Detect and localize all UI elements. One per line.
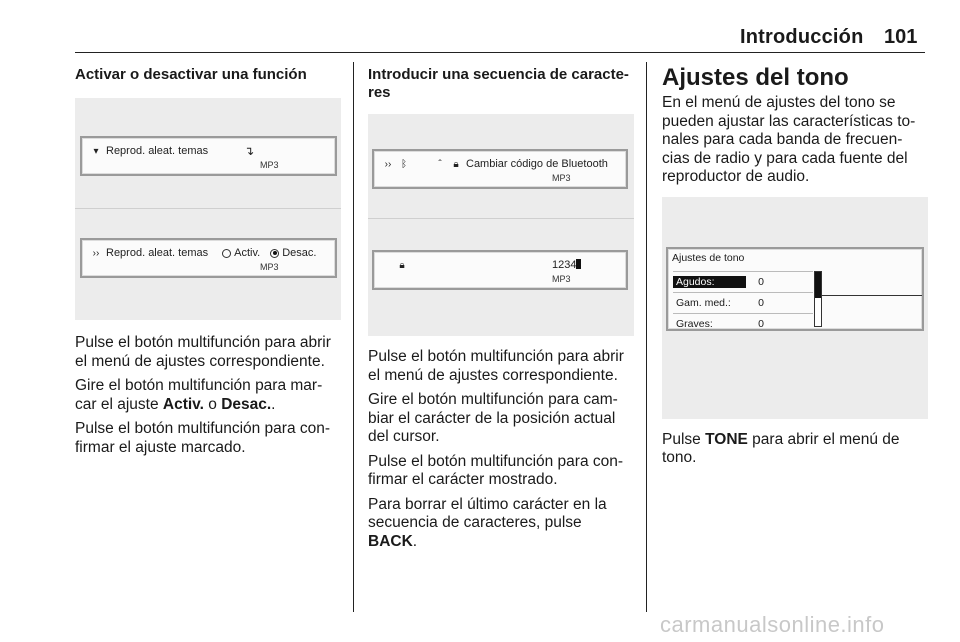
display-illustration [368, 114, 634, 336]
column-divider [646, 62, 647, 612]
paragraph: Pulse el botón multifunción para con-firmar el ajuste marcado. [75, 420, 331, 456]
section-heading: Activar o desactivar una función [75, 66, 307, 83]
divider [368, 218, 634, 219]
lock-icon: 🔒︎ [399, 259, 405, 271]
double-chevron-icon: ›› [92, 247, 100, 259]
level-line [822, 295, 922, 296]
code-entry [552, 259, 581, 271]
screen-title: Ajustes de tono [672, 251, 745, 264]
radio-option-on [222, 247, 260, 259]
source-label: MP3 [260, 262, 279, 272]
paragraph: Pulse el botón multifunción para abrir el menú de ajustes correspondiente. [75, 334, 331, 370]
lcd-screen [666, 247, 924, 331]
return-arrow-icon: ↴ [244, 144, 255, 158]
paragraph: Para borrar el último carácter en la secuencia de caracteres, pulse BACK. [368, 495, 607, 550]
option-label: Desac. [282, 247, 317, 259]
lcd-screen [80, 238, 337, 278]
column-2 [368, 60, 634, 557]
radio-empty-icon [222, 249, 231, 258]
tone-row: Gam. med.: 0 [673, 292, 813, 313]
source-label: MP3 [260, 160, 279, 170]
watermark: carmanualsonline.info [660, 612, 885, 637]
menu-item-label: Cambiar código de Bluetooth [466, 158, 608, 170]
page-header-title: Introducción [740, 26, 864, 48]
paragraph: Pulse el botón multifunción para abrir el menú de ajustes correspondiente. [368, 348, 624, 384]
tone-row: Graves: 0 [673, 313, 813, 334]
display-illustration [662, 197, 928, 419]
column-1 [75, 60, 341, 463]
cursor-icon [576, 259, 581, 269]
option-label: Activ. [234, 247, 261, 259]
code-value: 1234 [552, 259, 577, 271]
menu-item-label: Reprod. aleat. temas [106, 247, 209, 259]
display-illustration [75, 98, 341, 320]
level-bar-icon [814, 271, 822, 327]
source-label: MP3 [552, 274, 571, 284]
section-heading: Ajustes del tono [662, 64, 849, 91]
paragraph: Pulse el botón multifunción para con-firmar el carácter mostrado. [368, 452, 624, 488]
caret-up-icon: ˆ [438, 158, 442, 170]
divider [75, 208, 341, 209]
lcd-screen [372, 250, 628, 290]
source-label: MP3 [552, 173, 571, 183]
menu-item-label: Reprod. aleat. temas [106, 145, 209, 157]
section-heading: Introducir una secuencia de caracte-res [368, 66, 629, 101]
bluetooth-icon: ᛒ [401, 158, 407, 170]
paragraph: Gire el botón multifunción para mar-car el ajuste Activ. o Desac.. [75, 377, 323, 413]
paragraph: Pulse TONE para abrir el menú de tono. [662, 430, 900, 466]
paragraph: Gire el botón multifunción para cam-biar el carácter de la posición actual del cursor. [368, 391, 618, 445]
tone-settings-list [673, 271, 813, 334]
header-rule [75, 52, 925, 53]
column-divider [353, 62, 354, 612]
arrow-down-icon: ▾ [93, 145, 99, 157]
tone-row: Agudos: 0 [673, 271, 813, 292]
lcd-screen [372, 149, 628, 189]
radio-option-off [270, 247, 316, 259]
lock-icon: 🔒︎ [453, 158, 459, 170]
radio-selected-icon [270, 249, 279, 258]
double-chevron-icon: ›› [384, 158, 392, 170]
column-3 [662, 60, 928, 474]
page-number: 101 [884, 26, 918, 48]
lcd-screen [80, 136, 337, 176]
paragraph: En el menú de ajustes del tono se pueden ajustar las características to-nales para cada banda de frecuen-cias de radio y para cada fuente del reproductor de audio. [662, 94, 916, 185]
